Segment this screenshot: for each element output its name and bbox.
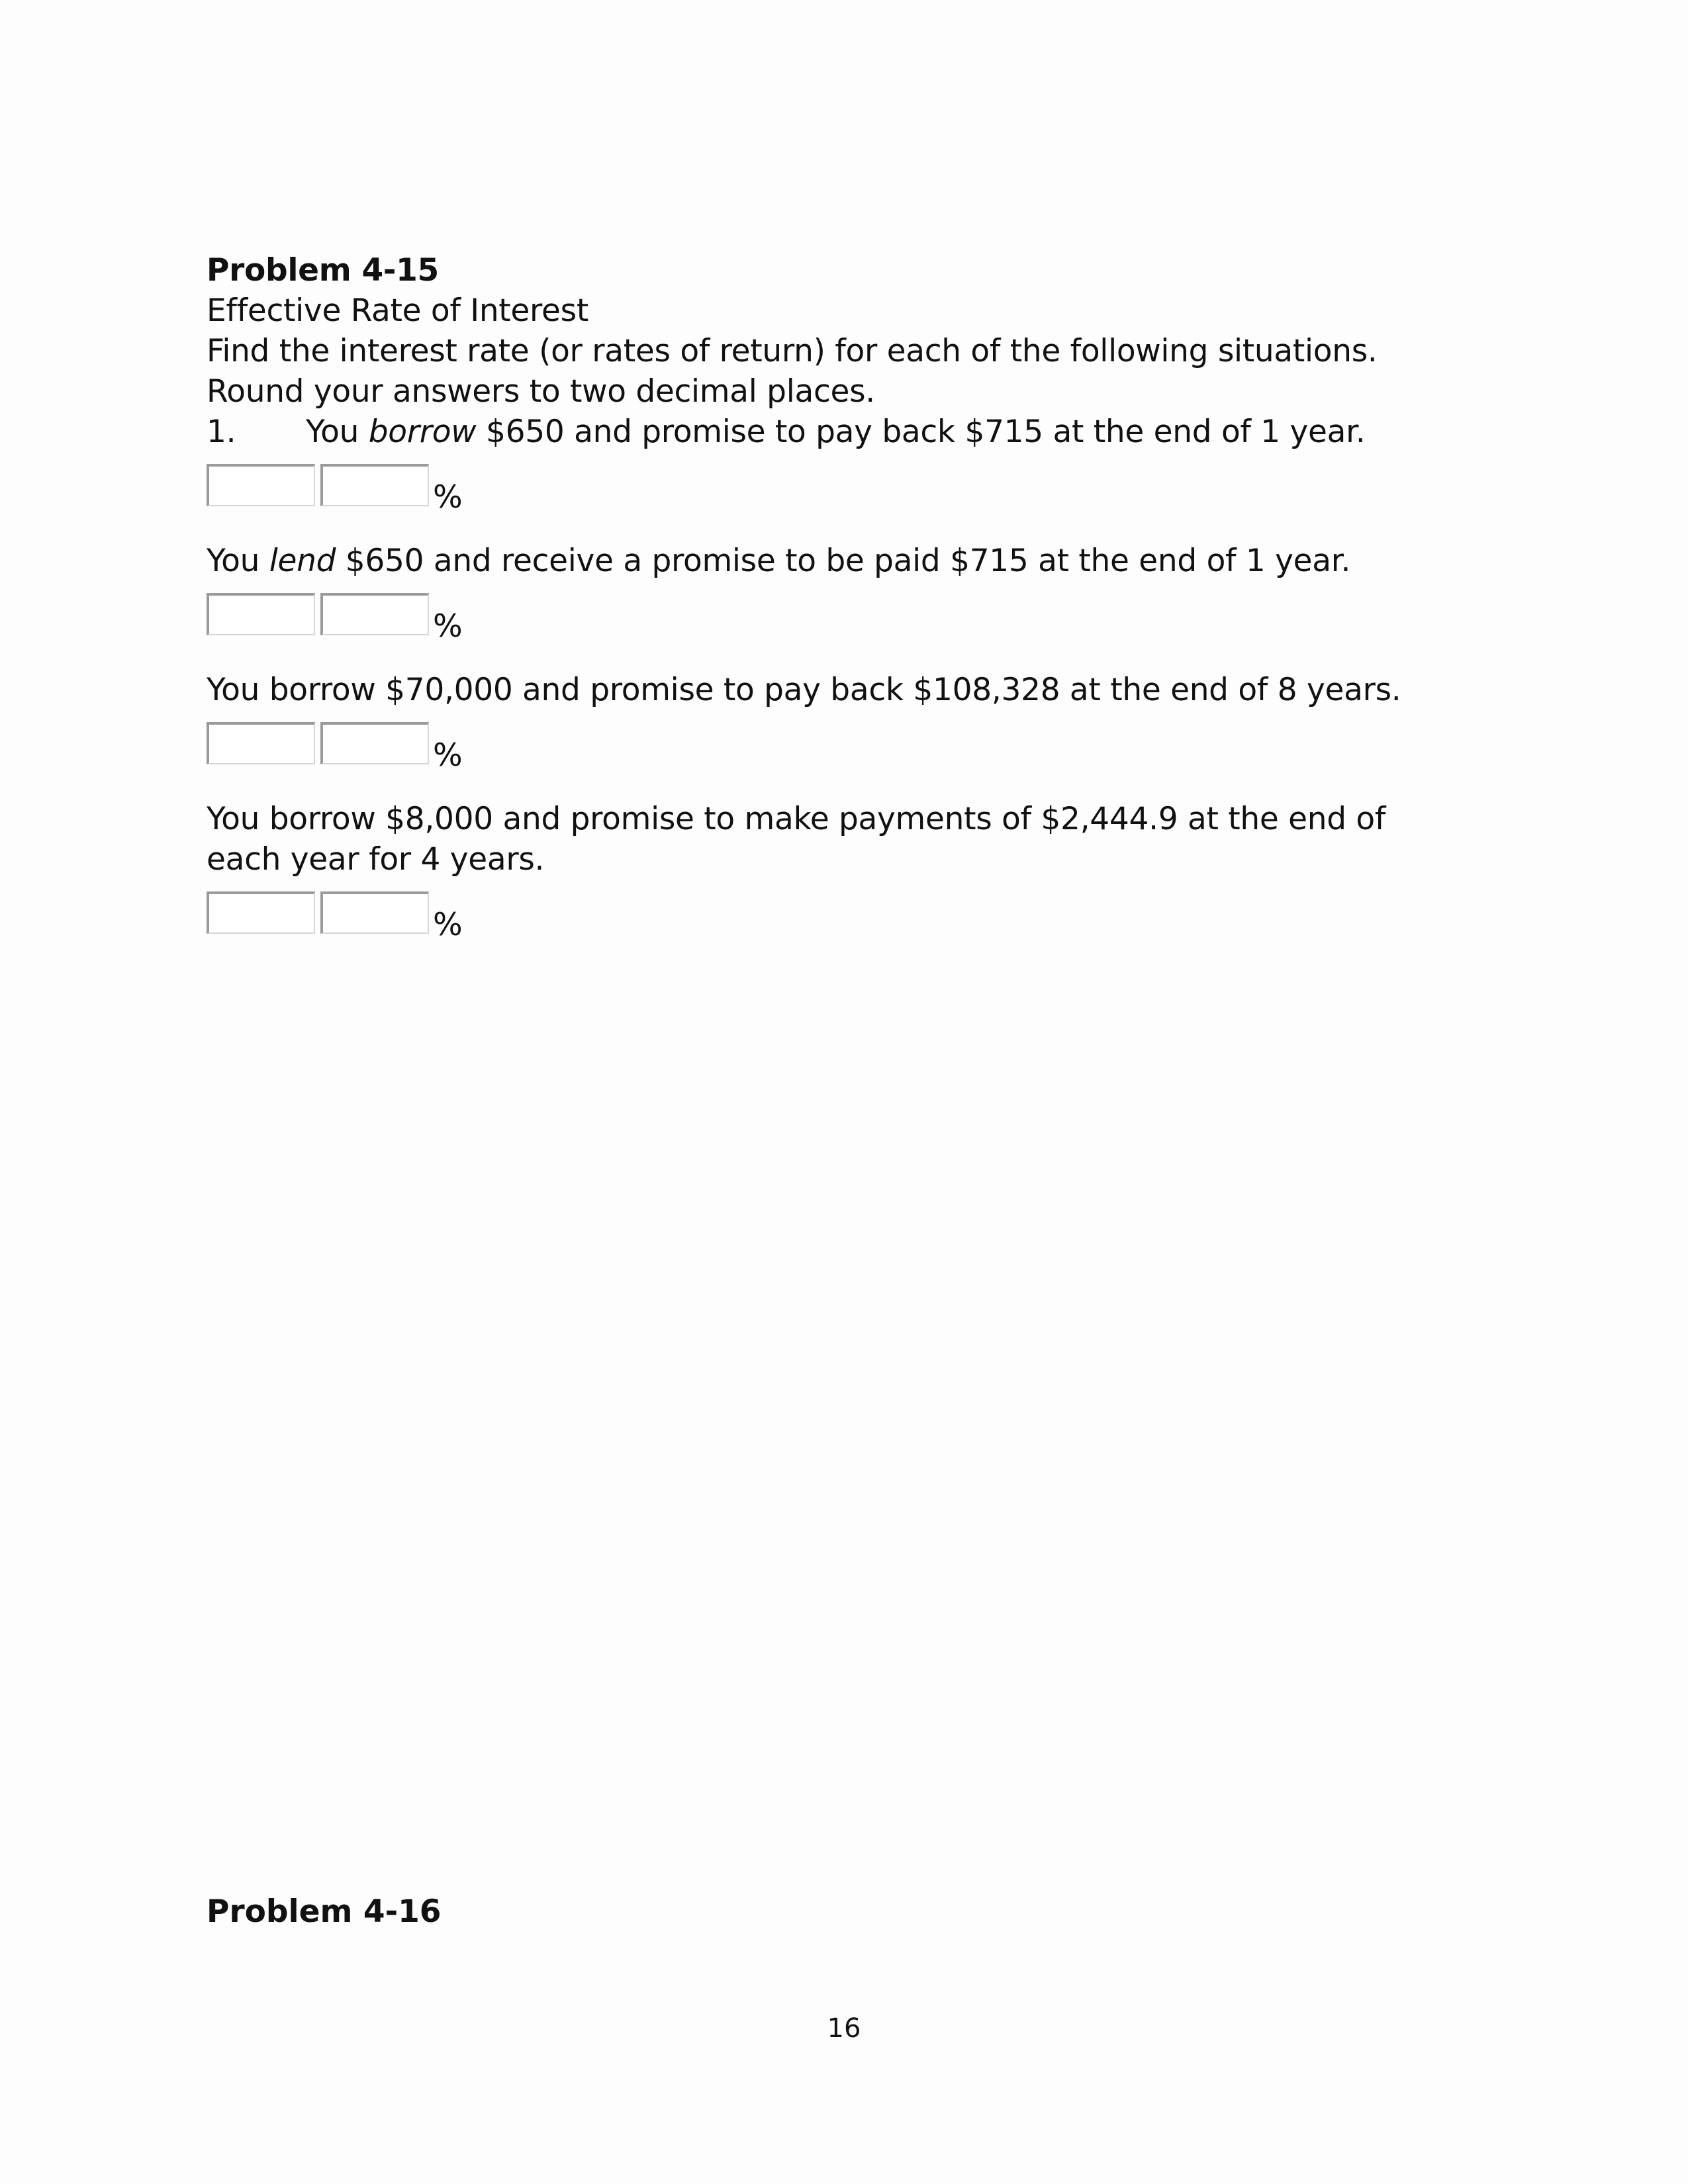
question-text-prefix: You <box>207 543 269 579</box>
answer-row-2 <box>207 581 1464 645</box>
spacer <box>207 635 1464 670</box>
percent-unit: % <box>433 907 463 943</box>
spacer <box>207 764 1464 799</box>
answer-input-4b[interactable] <box>320 891 429 934</box>
answer-row-1 <box>207 452 1464 516</box>
question-text-rest: $650 and receive a promise to be paid $715 at the end of 1 year. <box>336 543 1351 579</box>
answer-row-3 <box>207 710 1464 774</box>
answer-input-1a[interactable] <box>207 464 315 506</box>
page-number: 16 <box>827 2013 861 2044</box>
question-text-emphasis: borrow <box>368 414 477 450</box>
question-3: You borrow $70,000 and promise to pay back $108,328 at the end of 8 years. <box>207 672 1401 708</box>
question-text-rest: $650 and promise to pay back $715 at the end of 1 year. <box>476 414 1366 450</box>
problem-subtitle: Effective Rate of Interest <box>207 293 588 329</box>
question-number: 1. <box>207 414 236 450</box>
question-text-emphasis: lend <box>269 543 336 579</box>
answer-input-4a[interactable] <box>207 891 315 934</box>
percent-unit: % <box>433 479 463 516</box>
answer-input-3b[interactable] <box>320 722 429 764</box>
problem-title: Problem 4-15 <box>207 252 439 289</box>
answer-input-3a[interactable] <box>207 722 315 764</box>
question-2 <box>207 541 1464 581</box>
problem-section <box>207 250 1464 943</box>
spacer <box>207 506 1464 541</box>
question-1 <box>207 412 1464 452</box>
percent-unit: % <box>433 608 463 645</box>
next-problem-title: Problem 4-16 <box>207 1893 442 1930</box>
problem-instructions: Find the interest rate (or rates of return) for each of the following situations. Round your answers to two decimal places. <box>207 333 1378 410</box>
answer-input-2b[interactable] <box>320 593 429 635</box>
question-text-prefix: You <box>306 414 369 450</box>
question-4: You borrow $8,000 and promise to make payments of $2,444.9 at the end of each year for 4 years. <box>207 801 1386 878</box>
percent-unit: % <box>433 737 463 774</box>
answer-row-4 <box>207 880 1464 943</box>
answer-input-1b[interactable] <box>320 464 429 506</box>
answer-input-2a[interactable] <box>207 593 315 635</box>
